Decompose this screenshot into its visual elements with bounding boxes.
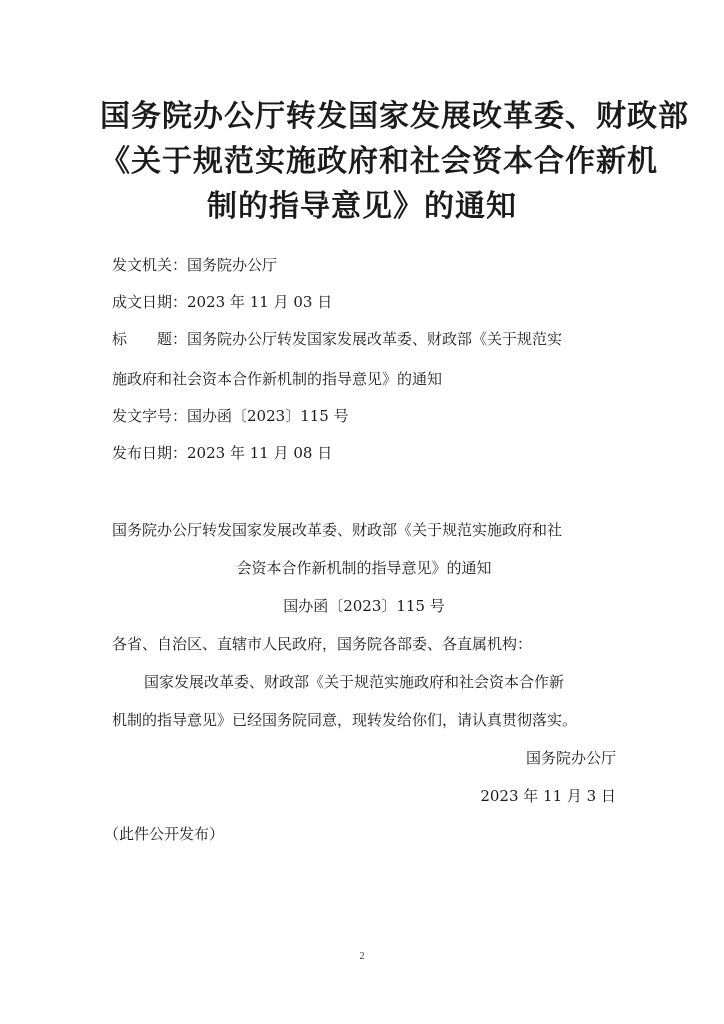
body-doc-number: 国办函〔2023〕115 号 (283, 597, 445, 615)
meta-issuer-value: 国务院办公厅 (187, 256, 278, 274)
meta-date-written-value: 2023 年 11 月 03 日 (187, 293, 333, 311)
body-paragraph-line-2: 机制的指导意见》已经国务院同意，现转发给你们，请认真贯彻落实。 (112, 711, 578, 729)
body-publish-note: （此件公开发布） (104, 825, 225, 843)
meta-doc-number-value: 国办函〔2023〕115 号 (187, 407, 349, 425)
title-line-3: 制的指导意见》的通知 (207, 189, 517, 224)
page-number: 2 (359, 951, 365, 962)
meta-title-continued (112, 369, 622, 389)
body-paragraph-line-1: 国家发展改革委、财政部《关于规范实施政府和社会资本合作新 (144, 673, 565, 691)
meta-date-published-key: 发布日期： (112, 444, 188, 462)
meta-title-key: 标 题： (112, 330, 188, 348)
meta-title-value-line-2: 施政府和社会资本合作新机制的指导意见》的通知 (112, 370, 443, 388)
meta-title (112, 329, 622, 349)
meta-date-written (112, 292, 622, 312)
body-salutation: 各省、自治区、直辖市人民政府，国务院各部委、各直属机构： (112, 635, 533, 653)
title-line-2: 《关于规范实施政府和社会资本合作新机 (100, 144, 658, 179)
meta-doc-number-key: 发文字号： (112, 407, 188, 425)
meta-issuer-key: 发文机关： (112, 256, 188, 274)
body-heading-line-2: 会资本合作新机制的指导意见》的通知 (236, 559, 492, 577)
meta-doc-number (112, 406, 622, 426)
title-line-1: 国务院办公厅转发国家发展改革委、财政部 (100, 99, 689, 134)
meta-issuer (112, 255, 622, 275)
body-signature: 国务院办公厅 (525, 749, 616, 767)
body-heading-line-1: 国务院办公厅转发国家发展改革委、财政部《关于规范实施政府和社 (112, 521, 563, 539)
meta-date-written-key: 成文日期： (112, 293, 188, 311)
meta-date-published-value: 2023 年 11 月 08 日 (187, 444, 333, 462)
document-title (100, 94, 689, 229)
body-sign-date: 2023 年 11 月 3 日 (480, 787, 616, 805)
meta-date-published (112, 443, 622, 463)
meta-title-value-line-1: 国务院办公厅转发国家发展改革委、财政部《关于规范实 (187, 330, 563, 348)
